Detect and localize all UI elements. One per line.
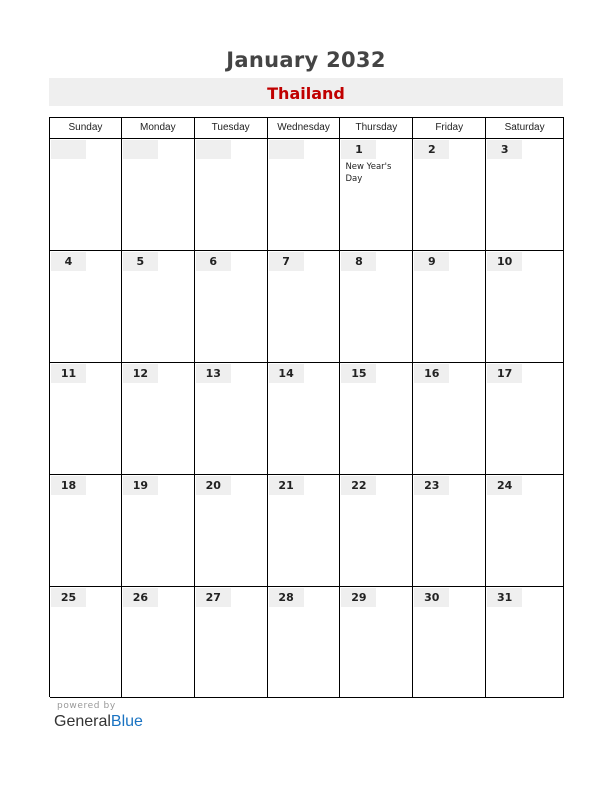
- day-cell: [413, 363, 486, 475]
- day-cell: [195, 251, 268, 363]
- day-number: 8: [341, 252, 376, 271]
- day-cell: [268, 363, 341, 475]
- week-row-2: [50, 251, 564, 363]
- day-number: 24: [487, 476, 522, 495]
- day-number: [123, 140, 158, 159]
- day-cell: [268, 475, 341, 587]
- day-cell: [50, 475, 122, 587]
- day-cell: [413, 587, 486, 698]
- day-cell: [340, 251, 413, 363]
- day-cell: [122, 251, 195, 363]
- day-cell: [50, 587, 122, 698]
- weekday-tuesday: Tuesday: [195, 118, 268, 139]
- day-number: 13: [196, 364, 231, 383]
- day-cell: [413, 139, 486, 251]
- day-cell: [486, 587, 564, 698]
- week-row-3: [50, 363, 564, 475]
- day-cell: [195, 363, 268, 475]
- day-number: 4: [51, 252, 86, 271]
- week-row-4: [50, 475, 564, 587]
- weekday-saturday: Saturday: [486, 118, 564, 139]
- day-number: 7: [269, 252, 304, 271]
- day-number: 26: [123, 588, 158, 607]
- day-number: 29: [341, 588, 376, 607]
- day-number: 22: [341, 476, 376, 495]
- day-number: 9: [414, 252, 449, 271]
- calendar-grid: [49, 117, 564, 697]
- generalblue-logo[interactable]: [54, 713, 143, 731]
- day-number: 30: [414, 588, 449, 607]
- day-number: [196, 140, 231, 159]
- day-number: 1: [341, 140, 376, 159]
- day-number: 18: [51, 476, 86, 495]
- day-cell: [50, 251, 122, 363]
- day-number: 27: [196, 588, 231, 607]
- week-row-5: [50, 587, 564, 698]
- weekday-friday: Friday: [413, 118, 486, 139]
- day-cell: [486, 251, 564, 363]
- day-number: 31: [487, 588, 522, 607]
- weekday-sunday: Sunday: [50, 118, 122, 139]
- day-number: 10: [487, 252, 522, 271]
- country-name: Thailand: [267, 84, 345, 103]
- day-cell: [195, 587, 268, 698]
- day-cell: [413, 251, 486, 363]
- day-cell: [340, 139, 413, 251]
- day-number: 11: [51, 364, 86, 383]
- day-cell: [195, 475, 268, 587]
- day-number: 25: [51, 588, 86, 607]
- day-cell: [413, 475, 486, 587]
- day-cell: [268, 587, 341, 698]
- weekday-thursday: Thursday: [340, 118, 413, 139]
- brand-blue: Blue: [110, 713, 143, 730]
- day-number: 23: [414, 476, 449, 495]
- day-cell: [340, 587, 413, 698]
- day-cell: [122, 363, 195, 475]
- day-cell: [122, 139, 195, 251]
- weekday-monday: Monday: [122, 118, 195, 139]
- day-cell: [122, 475, 195, 587]
- day-number: 16: [414, 364, 449, 383]
- day-number: [51, 140, 86, 159]
- day-number: 20: [196, 476, 231, 495]
- day-cell: [486, 475, 564, 587]
- weekday-wednesday: Wednesday: [268, 118, 341, 139]
- day-cell: [122, 587, 195, 698]
- day-cell: [50, 363, 122, 475]
- day-number: 21: [269, 476, 304, 495]
- day-cell: [195, 139, 268, 251]
- day-number: 17: [487, 364, 522, 383]
- day-number: 14: [269, 364, 304, 383]
- day-cell: [340, 475, 413, 587]
- day-cell: [340, 363, 413, 475]
- day-number: 19: [123, 476, 158, 495]
- weekday-header-row: [50, 118, 564, 139]
- week-row-1: [50, 139, 564, 251]
- powered-by-text: powered by: [57, 701, 116, 711]
- page-title: January 2032: [226, 48, 386, 72]
- day-number: 5: [123, 252, 158, 271]
- day-number: [269, 140, 304, 159]
- day-cell: [486, 139, 564, 251]
- day-number: 12: [123, 364, 158, 383]
- day-number: 3: [487, 140, 522, 159]
- day-cell: [268, 251, 341, 363]
- day-number: 15: [341, 364, 376, 383]
- day-cell: [268, 139, 341, 251]
- day-number: 28: [269, 588, 304, 607]
- day-number: 2: [414, 140, 449, 159]
- holiday-label: New Year's Day: [345, 162, 392, 184]
- day-number: 6: [196, 252, 231, 271]
- brand-general: General: [54, 713, 111, 730]
- day-cell: [486, 363, 564, 475]
- day-cell: [50, 139, 122, 251]
